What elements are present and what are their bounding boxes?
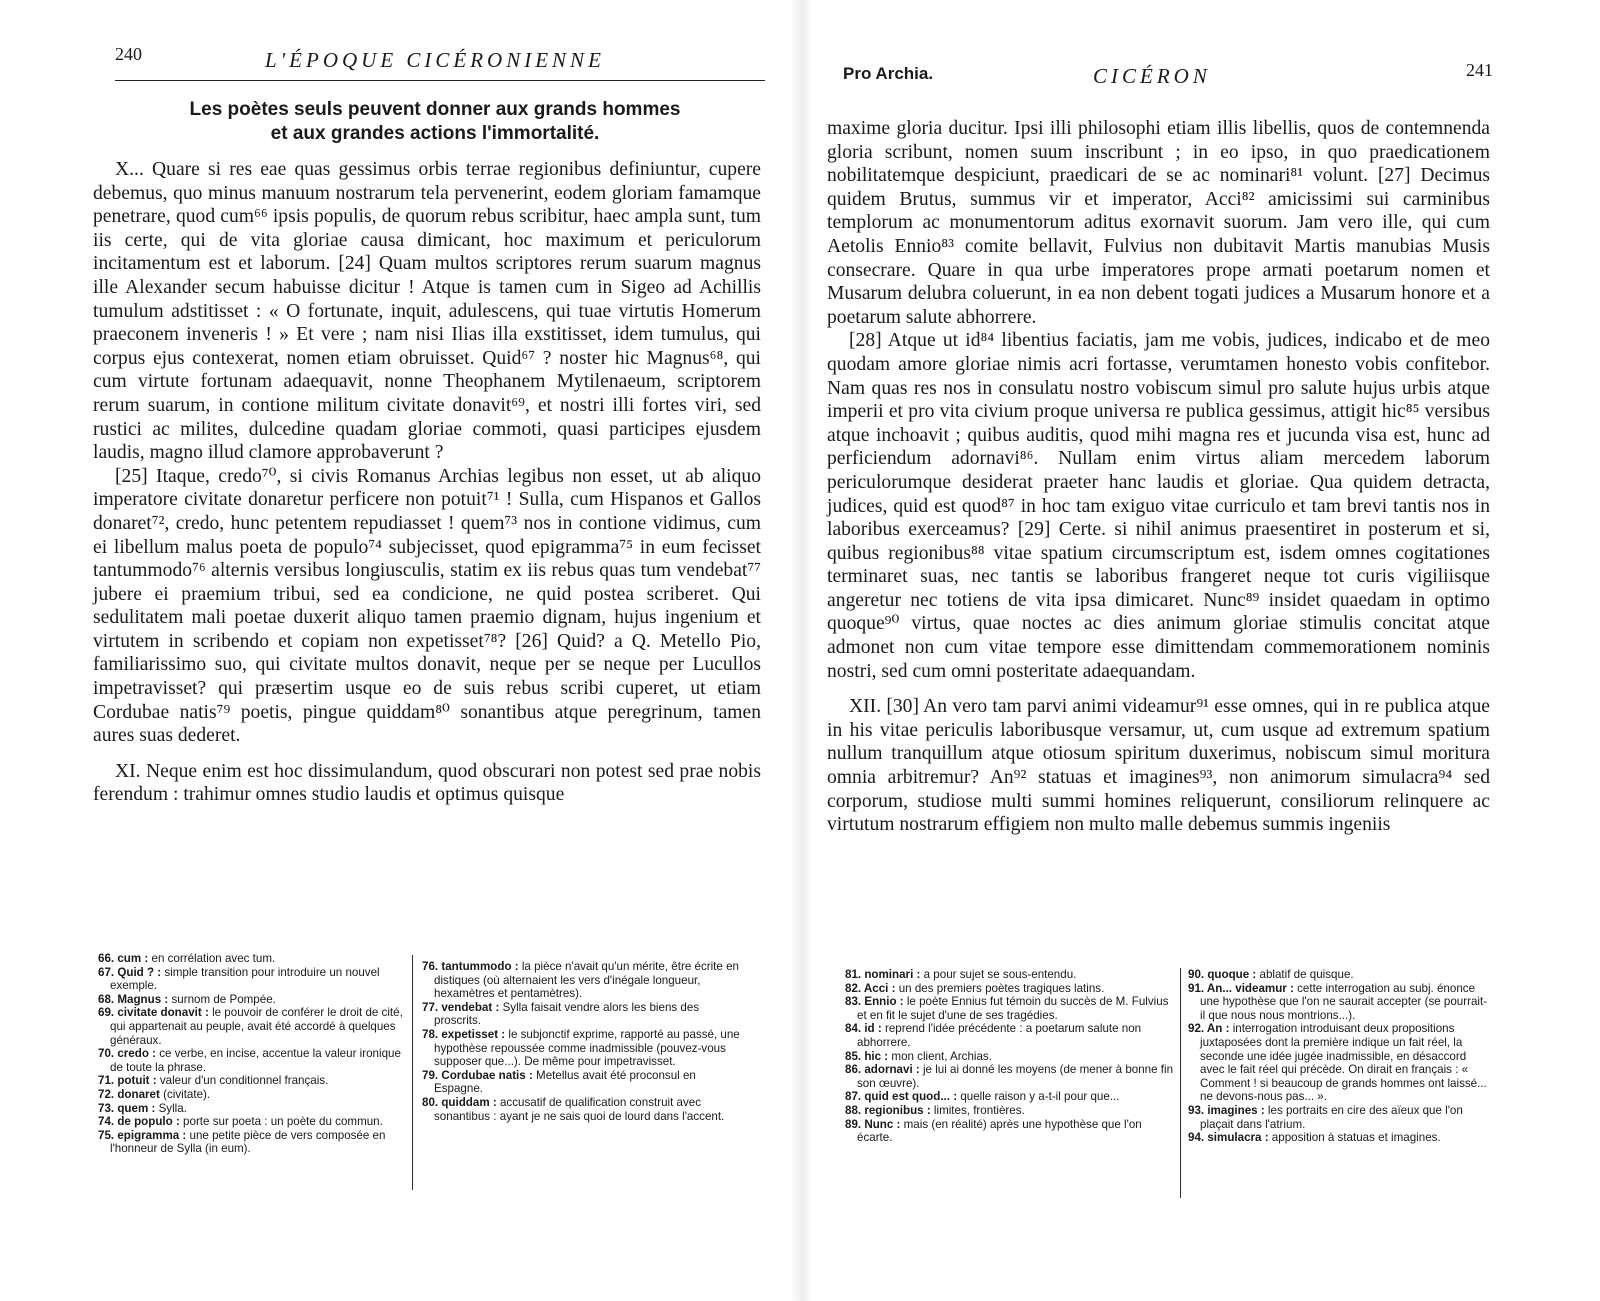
- heading-line-2: et aux grandes actions l'immortalité.: [270, 123, 600, 144]
- page-number-right: 241: [1466, 60, 1493, 80]
- footnote: 76. tantummodo : la pièce n'avait qu'un mérite, être écrite en distiques (où alternaient les vers d'inégale longueur, hexamètres et pentamètres).: [422, 960, 739, 1001]
- footnote: 89. Nunc : mais (en réalité) après une hypothèse que l'on écarte.: [845, 1117, 1142, 1145]
- footnote: 75. epigramma : une petite pièce de vers composée en l'honneur de Sylla (in eum).: [98, 1128, 386, 1156]
- footnote: 71. potuit : valeur d'un conditionnel français.: [98, 1074, 329, 1088]
- footnote: 80. quiddam : accusatif de qualification construit avec sonantibus : ayant je ne sais quoi de lourd dans l'accent.: [422, 1095, 725, 1123]
- footnote: 77. vendebat : Sylla faisait vendre alors les biens des proscrits.: [422, 1000, 700, 1028]
- footnote-column-divider: [412, 955, 413, 1190]
- footnote: 83. Ennio : le poète Ennius fut témoin du succès de M. Fulvius et en fit le sujet d'une de ses tragédies.: [845, 995, 1169, 1022]
- running-title-right: CICÉRON: [1093, 64, 1211, 88]
- footnote-column-divider: [1180, 968, 1181, 1198]
- heading-line-1: Les poètes seuls peuvent donner aux grands hommes: [189, 99, 681, 120]
- paragraph: maxime gloria ducitur. Ipsi illi philosophi etiam illis libellis, quos de contemnenda gloria scribunt, nomen suum inscribunt ; in eo ipso, in quo praedicationem nobilitatemque despiciunt, praedicari de se ac nominari⁸¹ volunt. [27] Decimus quidem Brutus, summus vir et imperator, Acci⁸² amicissimi sui carminibus templorum ac monumentorum aditus exornavit suorum. Jam vero ille, qui cum Aetolis Ennio⁸³ comite bellavit, Fulvius non dubitavit Martis manubias Musis consecrare. Quare in qua urbe imperatores prope armati poetarum nomen et Musarum delubra coluerunt, in ea non debent togati judices a Musarum honore et a poetarum salute abhorrere.: [827, 118, 1490, 328]
- body-text-left: [93, 158, 761, 807]
- footnotes-right-col1: [845, 968, 1175, 1145]
- footnote: 70. credo : ce verbe, en incise, accentue la valeur ironique de toute la phrase.: [98, 1047, 401, 1074]
- footnote: 90. quoque : ablatif de quisque.: [1188, 968, 1354, 981]
- footnote: 94. simulacra : apposition à statuas et imagines.: [1188, 1131, 1441, 1145]
- running-title-left: L'ÉPOQUE CICÉRONIENNE: [265, 48, 605, 72]
- running-head-left: [115, 40, 765, 81]
- footnote: 66. cum : en corrélation avec tum.: [98, 952, 276, 965]
- footnote: 79. Cordubae natis : Metellus avait été proconsul en Espagne.: [422, 1068, 696, 1096]
- paragraph: [25] Itaque, credo⁷⁰, si civis Romanus Archias legibus non esset, ut ab aliquo imperatore civitate donaretur perficere non potuit⁷¹ ! Sulla, cum Hispanos et Gallos donaret⁷², credo, hunc petentem repudiasset ! quem⁷³ nos in contione vidimus, cum ei libellum malus poeta de populo⁷⁴ subjecisset, quod epigramma⁷⁵ in eum fecisset tantummodo⁷⁶ alternis versibus longiusculis, statim ex iis rebus quas tum vendebat⁷⁷ jubere ei praemium tribui, sed ea condicione, ne quid postea scriberet. Qui sedulitatem mali poetae duxerit aliquo tamen praemio dignam, hujus ingenium et virtutem in scribendo et copiam non expetisset⁷⁸? [26] Quid? a Q. Metello Pio, familiarissimo suo, qui civitate multos donavit, neque per se neque per Lucullos impetravisset? qui præsertim usque eo de suis rebus scribi cuperet, ut etiam Cordubae natis⁷⁹ poetis, pingue quiddam⁸⁰ sonantibus atque peregrinum, tamen aures suas dederet.: [93, 465, 761, 747]
- footnote: 78. expetisset : le subjonctif exprime, rapporté au passé, une hypothèse repoussée comme inadmissible (pouvez-vous supposer que...). De même pour impetravisset.: [422, 1027, 740, 1069]
- footnotes-left-col1: [98, 952, 403, 1156]
- right-page: [800, 0, 1600, 1301]
- body-text-right: [827, 117, 1490, 837]
- footnote: 86. adornavi : je lui ai donné les moyens (de mener à bonne fin son œuvre).: [845, 1063, 1174, 1090]
- footnote: 88. regionibus : limites, frontières.: [845, 1103, 1025, 1117]
- page-number-left: 240: [115, 44, 142, 64]
- footnote: 73. quem : Sylla.: [98, 1101, 187, 1115]
- paragraph: X... Quare si res eae quas gessimus orbis terrae regionibus definiuntur, cupere debemus, quo minus manuum nostrarum tela pervenerint, eodem gloriam famamque penetrare, quod cum⁶⁶ ipsis populis, de quorum rebus scribitur, haec ampla sunt, tum iis certe, qui de vita gloriae causa dimicant, hoc maximum et periculorum incitamentum est et laborum. [24] Quam multos scriptores rerum suarum magnus ille Alexander secum habuisse dicitur ! Atque is tamen cum in Sigeo ad Achillis tumulum adstitisset : « O fortunate, inquit, adulescens, qui tuae virtutis Homerum praeconem inveneris ! » Et vere ; nam nisi Ilias illa exstitisset, idem tumulus, qui corpus ejus contexerat, nomen etiam obruisset. Quid⁶⁷ ? noster hic Magnus⁶⁸, qui cum virtute fortunam adaequavit, nonne Theophanem Mytilenaeum, scriptorem rerum suarum, in contione militum civitate donavit⁶⁹, et nostri illi fortes viri, sed rustici ac milites, dulcedine quadam gloriae commoti, quasi participes ejusdem laudis, magno illud clamore approbaverunt ?: [93, 159, 761, 464]
- footnote: 85. hic : mon client, Archias.: [845, 1049, 992, 1063]
- work-title: Pro Archia.: [843, 64, 934, 83]
- footnote: 87. quid est quod... : quelle raison y a-t-il pour que...: [845, 1090, 1120, 1104]
- footnote: 91. An... videamur : cette interrogation au subj. énonce une hypothèse que l'on ne saurait accepter (se pourrait-il que nous nous montrions...).: [1188, 981, 1488, 1022]
- footnote: 84. id : reprend l'idée précédente : a poetarum salute non abhorrere.: [845, 1022, 1142, 1049]
- section-heading: [170, 98, 700, 146]
- running-head-right: [843, 56, 1493, 96]
- footnote: 69. civitate donavit : le pouvoir de conférer le droit de cité, qui appartenait au peuple, avait été accordé à quelques généraux.: [98, 1006, 403, 1047]
- footnote: 92. An : interrogation introduisant deux propositions juxtaposées dont la première indique un fait réel, la seconde une idée jugée inadmissible, en désaccord avec le fait réel qui précède. On dirait en français : « Comment ! si beaucoup de grands hommes ont laissé... ne devons-nous pas... ».: [1188, 1022, 1487, 1104]
- footnote: 82. Acci : un des premiers poètes tragiques latins.: [845, 981, 1105, 995]
- footnote: 72. donaret (civitate).: [98, 1087, 211, 1101]
- footnote: 74. de populo : porte sur poeta : un poète du commun.: [98, 1115, 383, 1129]
- footnotes-left-col2: [422, 960, 747, 1123]
- footnote: 68. Magnus : surnom de Pompée.: [98, 992, 276, 1006]
- paragraph: XI. Neque enim est hoc dissimulandum, quod obscurari non potest sed prae nobis ferendum : trahimur omnes studio laudis et optimus quisque: [93, 760, 761, 806]
- paragraph: [28] Atque ut id⁸⁴ libentius faciatis, jam me vobis, judices, indicabo et de meo quodam amore gloriae nimis acri fortasse, verumtamen honesto vobis confitebor. Nam quas res nos in consulatu nostro vobiscum simul pro salute hujus urbis atque imperii et pro vita civium proque universa re publica gessimus, attigit hic⁸⁵ versibus atque inchoavit ; quibus auditis, quod mihi magna res et jucunda visa est, hunc ad perficiendum adornavi⁸⁶. Nullam enim virtus aliam mercedem laborum periculorumque desiderat praeter hanc laudis et gloriae. Qua quidem detracta, judices, quid est quod⁸⁷ in hoc tam exiguo vitae curriculo et tam brevi tantis nos in laboribus exerceamus? [29] Certe. si nihil animus praesentiret in posterum et si, quibus regionibus⁸⁸ vitae spatium circumscriptum est, isdem omnes cogitationes terminaret suas, nec tantis se laboribus frangeret neque tot curis vigiliisque angeretur nec totiens de vita ipsa dimicaret. Nunc⁸⁹ insidet quaedam in optimo quoque⁹⁰ virtus, quae noctes ac dies animum gloriae stimulis concitat atque admonet non cum vitae tempore esse dimittendam commemorationem nominis nostri, sed cum omni posteritate adaequandam.: [827, 330, 1490, 682]
- footnotes-right-col2: [1188, 968, 1488, 1145]
- footnote: 81. nominari : a pour sujet se sous-entendu.: [845, 968, 1077, 981]
- footnote: 67. Quid ? : simple transition pour introduire un nouvel exemple.: [98, 965, 380, 993]
- paragraph: XII. [30] An vero tam parvi animi videamur⁹¹ esse omnes, qui in re publica atque in his vitae periculis laboribusque versamur, ut, cum usque ad extremum spatium nullum tranquillum atque otiosum spiritum duxerimus, nobiscum simul moritura omnia arbitremur? An⁹² statuas et imagines⁹³, non animorum simulacra⁹⁴ sed corporum, studiose multi summi homines reliquerunt, consiliorum relinquere ac virtutum nostrarum effigiem non multo malle debemus summis ingeniis: [827, 696, 1490, 836]
- footnote: 93. imagines : les portraits en cire des aïeux que l'on plaçait dans l'atrium.: [1188, 1103, 1463, 1131]
